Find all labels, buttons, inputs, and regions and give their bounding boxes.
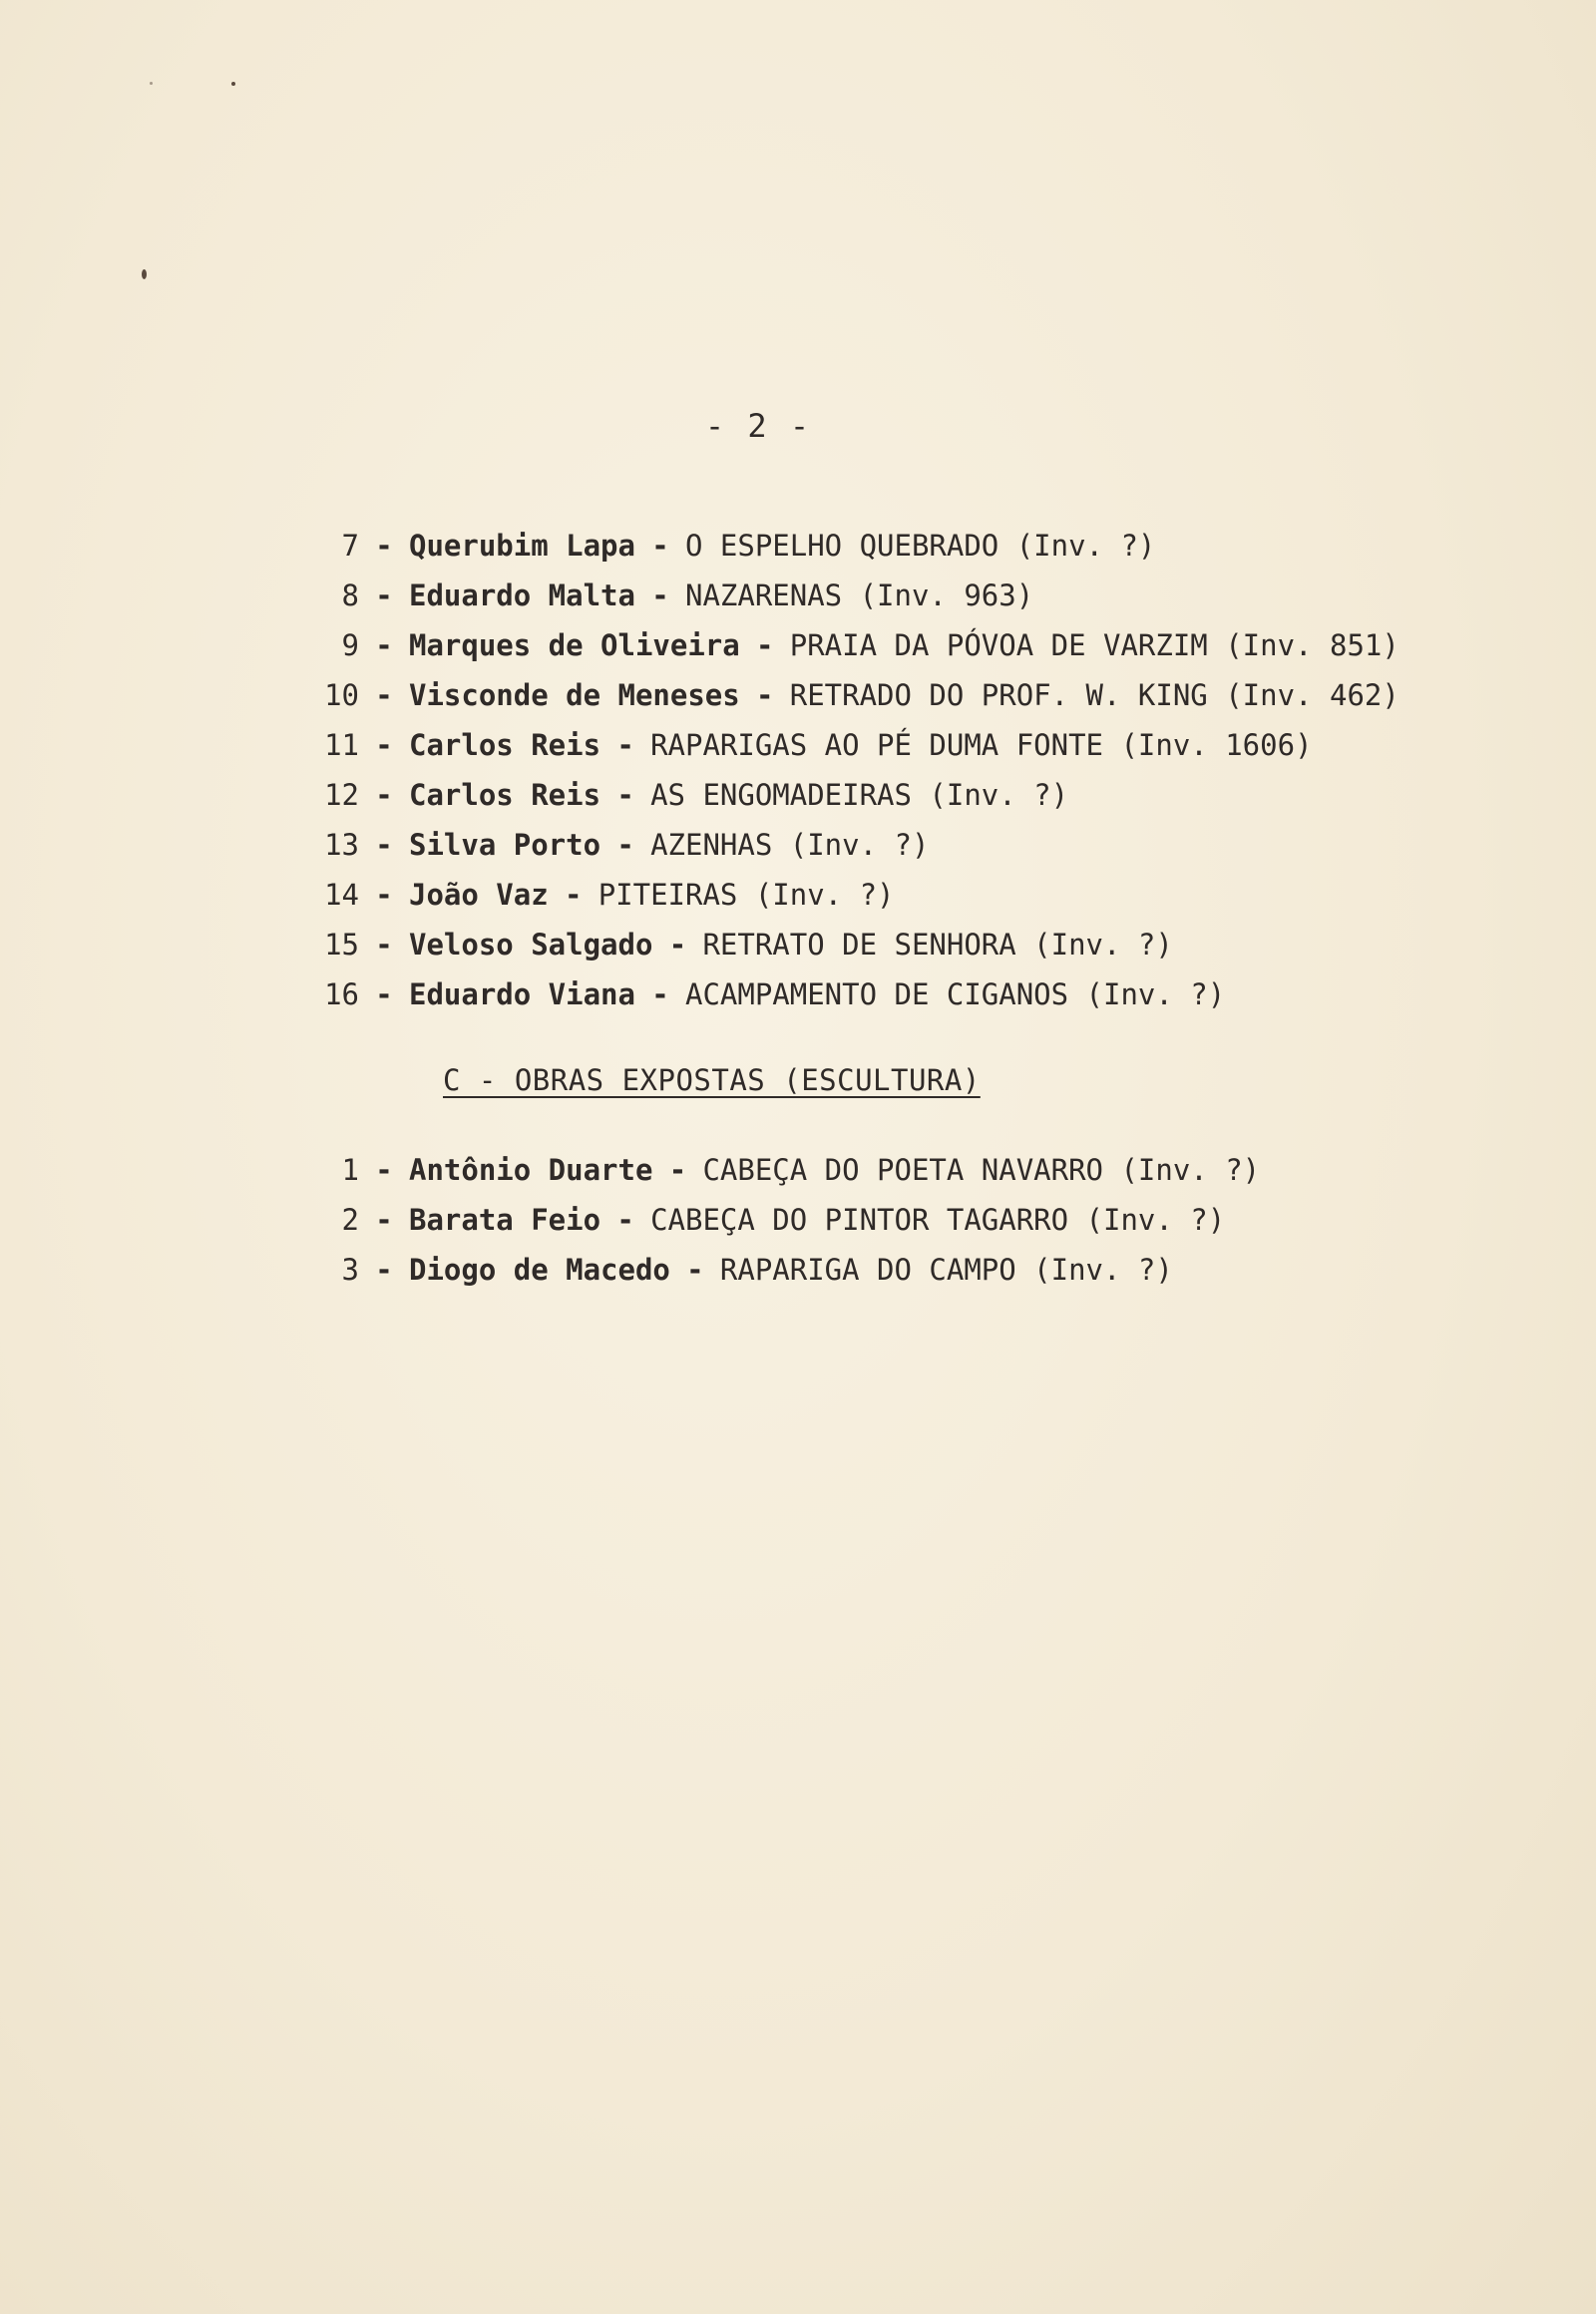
separator: - bbox=[616, 728, 634, 762]
separator: - bbox=[375, 828, 393, 862]
artist-name: Marques de Oliveira bbox=[409, 628, 740, 662]
list-item bbox=[299, 1145, 1260, 1195]
artwork-title: ACAMPAMENTO DE CIGANOS (Inv. ?) bbox=[684, 977, 1226, 1011]
separator: - bbox=[375, 628, 393, 662]
artist-name: Eduardo Malta bbox=[409, 578, 635, 612]
separator: - bbox=[375, 1203, 393, 1237]
separator: - bbox=[375, 878, 393, 912]
separator: - bbox=[756, 678, 774, 712]
separator: - bbox=[375, 728, 393, 762]
separator: - bbox=[651, 578, 669, 612]
separator: - bbox=[375, 1153, 393, 1187]
artist-name: Barata Feio bbox=[409, 1203, 601, 1237]
list-item bbox=[299, 521, 1399, 571]
list-item bbox=[299, 770, 1399, 820]
artwork-title: AS ENGOMADEIRAS (Inv. ?) bbox=[650, 778, 1069, 812]
artist-name: Antônio Duarte bbox=[409, 1153, 653, 1187]
list-item bbox=[299, 670, 1399, 720]
list-item bbox=[299, 920, 1399, 969]
artist-name: Silva Porto bbox=[409, 828, 601, 862]
paintings-list bbox=[299, 521, 1399, 1019]
artwork-title: PRAIA DA PÓVOA DE VARZIM (Inv. 851) bbox=[789, 628, 1399, 662]
artist-name: Eduardo Viana bbox=[409, 977, 635, 1011]
list-item bbox=[299, 820, 1399, 870]
artwork-title: O ESPELHO QUEBRADO (Inv. ?) bbox=[684, 529, 1156, 563]
artwork-title: CABEÇA DO POETA NAVARRO (Inv. ?) bbox=[702, 1153, 1261, 1187]
separator: - bbox=[375, 578, 393, 612]
list-item bbox=[299, 1195, 1260, 1245]
artwork-title: NAZARENAS (Inv. 963) bbox=[684, 578, 1034, 612]
artwork-title: PITEIRAS (Inv. ?) bbox=[598, 878, 895, 912]
item-number: 15 bbox=[324, 928, 359, 962]
item-number: 7 bbox=[341, 529, 359, 563]
artist-name: Diogo de Macedo bbox=[409, 1253, 670, 1287]
artwork-title: CABEÇA DO PINTOR TAGARRO (Inv. ?) bbox=[650, 1203, 1226, 1237]
separator: - bbox=[756, 628, 774, 662]
separator: - bbox=[616, 1203, 634, 1237]
artist-name: Carlos Reis bbox=[409, 778, 601, 812]
separator: - bbox=[375, 529, 393, 563]
list-item bbox=[299, 720, 1399, 770]
page-number: - 2 - bbox=[704, 407, 812, 445]
list-item bbox=[299, 571, 1399, 620]
artist-name: Visconde de Meneses bbox=[409, 678, 740, 712]
separator: - bbox=[375, 778, 393, 812]
separator: - bbox=[564, 878, 583, 912]
list-item bbox=[299, 620, 1399, 670]
artist-name: Querubim Lapa bbox=[409, 529, 635, 563]
paper-speck bbox=[150, 82, 153, 85]
item-number: 2 bbox=[341, 1203, 359, 1237]
artist-name: Veloso Salgado bbox=[409, 928, 653, 962]
separator: - bbox=[651, 977, 669, 1011]
paper-speck bbox=[231, 82, 235, 86]
separator: - bbox=[375, 678, 393, 712]
artist-name: João Vaz bbox=[409, 878, 549, 912]
artwork-title: RAPARIGA DO CAMPO (Inv. ?) bbox=[719, 1253, 1173, 1287]
item-number: 1 bbox=[341, 1153, 359, 1187]
separator: - bbox=[375, 977, 393, 1011]
item-number: 11 bbox=[324, 728, 359, 762]
item-number: 12 bbox=[324, 778, 359, 812]
item-number: 8 bbox=[341, 578, 359, 612]
separator: - bbox=[375, 1253, 393, 1287]
separator: - bbox=[668, 928, 687, 962]
list-item bbox=[299, 1245, 1260, 1295]
paper-speck bbox=[142, 269, 147, 279]
separator: - bbox=[375, 928, 393, 962]
artwork-title: RETRADO DO PROF. W. KING (Inv. 462) bbox=[789, 678, 1399, 712]
artwork-title: RETRATO DE SENHORA (Inv. ?) bbox=[702, 928, 1173, 962]
artwork-title: AZENHAS (Inv. ?) bbox=[650, 828, 930, 862]
item-number: 10 bbox=[324, 678, 359, 712]
item-number: 13 bbox=[324, 828, 359, 862]
separator: - bbox=[616, 828, 634, 862]
artist-name: Carlos Reis bbox=[409, 728, 601, 762]
item-number: 9 bbox=[341, 628, 359, 662]
separator: - bbox=[686, 1253, 704, 1287]
item-number: 16 bbox=[324, 977, 359, 1011]
separator: - bbox=[668, 1153, 687, 1187]
item-number: 14 bbox=[324, 878, 359, 912]
sculpture-list bbox=[299, 1145, 1260, 1295]
separator: - bbox=[651, 529, 669, 563]
section-heading: C - OBRAS EXPOSTAS (ESCULTURA) bbox=[443, 1063, 981, 1097]
list-item bbox=[299, 870, 1399, 920]
list-item bbox=[299, 969, 1399, 1019]
artwork-title: RAPARIGAS AO PÉ DUMA FONTE (Inv. 1606) bbox=[650, 728, 1313, 762]
separator: - bbox=[616, 778, 634, 812]
item-number: 3 bbox=[341, 1253, 359, 1287]
